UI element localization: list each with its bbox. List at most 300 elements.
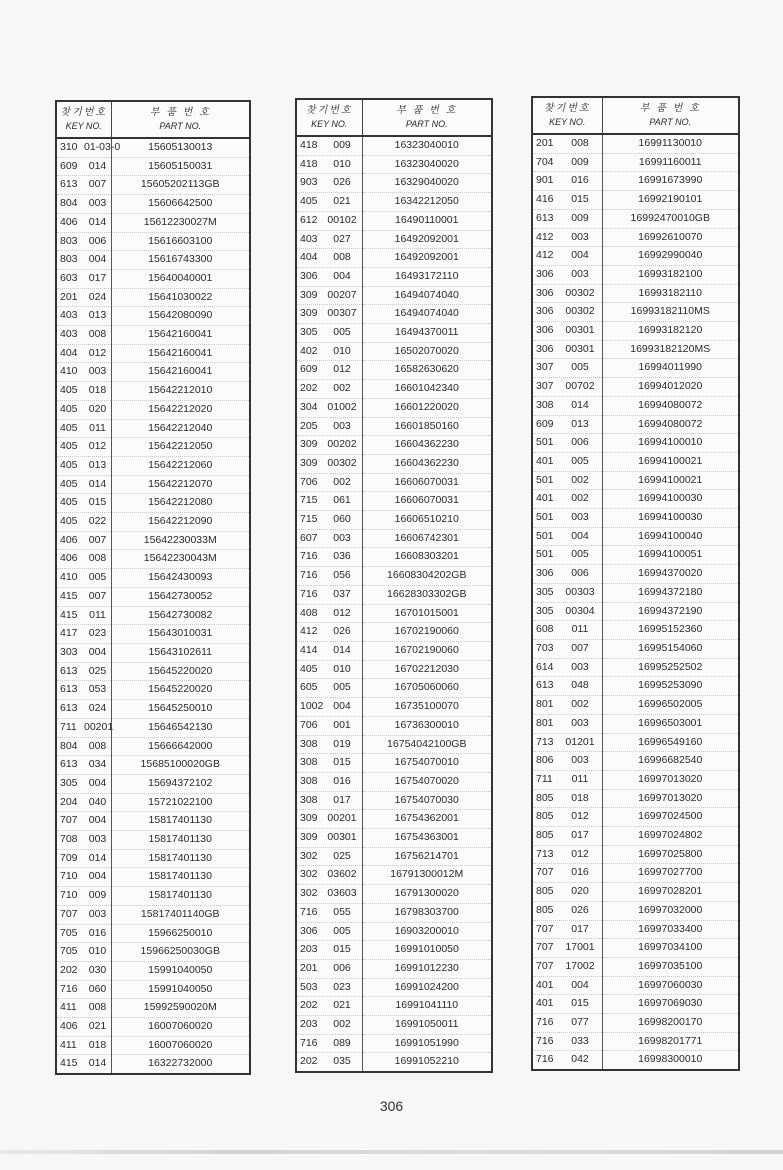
key-sub: 011 [571,772,589,785]
key-group: 613 [60,683,78,696]
table-row [532,247,739,266]
key-sub: 00201 [84,720,114,733]
key-group: 416 [536,193,554,206]
key-sub: 004 [333,700,351,713]
part-number: 16996682540 [602,752,739,771]
key-group: 713 [536,847,554,860]
key-sub: 005 [333,681,351,694]
key-sub: 010 [333,344,351,357]
table-row [532,509,739,528]
key-group: 804 [60,197,78,210]
key-group: 708 [60,833,78,846]
key-group: 707 [536,941,554,954]
key-no-cell [56,494,111,513]
key-no-cell [56,812,111,831]
table-row [56,961,250,980]
key-no-cell [56,793,111,812]
part-number: 16754070030 [362,791,492,810]
key-no-cell [296,249,362,268]
table-row [296,155,492,174]
part-number: 16992610070 [602,228,739,247]
key-group: 613 [536,679,554,692]
table-row [56,943,250,962]
key-sub: 089 [333,1036,351,1049]
key-sub: 005 [571,454,589,467]
key-no-cell [532,359,602,378]
part-number: 15817401130 [111,812,250,831]
key-no-cell [532,378,602,397]
key-no-cell [56,887,111,906]
key-no-cell [56,382,111,401]
key-group: 306 [300,269,318,282]
part-number: 16754070020 [362,772,492,791]
table-row [56,980,250,999]
key-sub: 00702 [565,380,595,393]
key-group: 202 [300,999,318,1012]
key-group: 801 [536,716,554,729]
part-number: 15642212070 [111,475,250,494]
key-no-cell [296,155,362,174]
key-group: 405 [60,458,78,471]
part-number: 15646542130 [111,718,250,737]
key-group: 613 [60,664,78,677]
table-row [56,643,250,662]
table-row [56,213,250,232]
key-no-cell [296,417,362,436]
part-number: 16608303201 [362,548,492,567]
part-number: 16997024802 [602,827,739,846]
table-row [56,700,250,719]
table-row [296,791,492,810]
key-sub: 023 [88,627,107,640]
key-sub: 00302 [327,456,357,469]
table-row [296,436,492,455]
part-number: 16991052210 [362,1053,492,1072]
part-number: 15605150031 [111,157,250,176]
key-group: 401 [536,454,554,467]
key-no-cell [532,527,602,546]
key-no-cell [56,1055,111,1074]
part-number: 16997025800 [602,845,739,864]
key-no-cell [296,978,362,997]
part-number: 15645250010 [111,700,250,719]
key-no-cell [532,415,602,434]
part-number: 15642160041 [111,363,250,382]
table-row [56,438,250,457]
part-number: 15642430093 [111,569,250,588]
table-row [532,808,739,827]
key-sub: 014 [88,215,107,228]
key-group: 612 [300,213,318,226]
key-sub: 001 [333,718,351,731]
table-row [56,363,250,382]
key-no-cell [532,827,602,846]
table-row [296,380,492,399]
key-no-cell [56,176,111,195]
key-group: 303 [60,645,78,658]
key-group: 306 [536,567,554,580]
key-group: 308 [536,398,554,411]
key-no-cell [532,920,602,939]
key-no-cell [532,1014,602,1033]
key-sub: 01201 [565,735,595,748]
key-sub: 012 [333,363,351,376]
key-no-cell [56,606,111,625]
key-group: 501 [536,548,554,561]
table-row [56,494,250,513]
table-row [296,679,492,698]
key-no-cell [532,340,602,359]
key-sub: 020 [88,402,107,415]
table-row [56,531,250,550]
part-number: 15645220020 [111,662,250,681]
key-group: 405 [60,496,78,509]
key-no-cell [296,772,362,791]
key-sub: 00301 [565,342,595,355]
part-number: 16492092001 [362,249,492,268]
part-number: 15642212010 [111,382,250,401]
part-number: 16494074040 [362,305,492,324]
part-number: 16601850160 [362,417,492,436]
key-sub: 003 [571,230,589,243]
part-number: 16606742301 [362,529,492,548]
key-sub: 003 [571,660,589,673]
part-number: 16007060020 [111,1036,250,1055]
key-group: 402 [300,344,318,357]
key-sub: 033 [571,1034,589,1047]
key-sub: 060 [88,982,107,995]
key-sub: 042 [571,1053,589,1066]
key-no-cell [296,398,362,417]
key-group: 201 [60,290,78,303]
key-sub: 009 [333,139,351,151]
key-group: 305 [60,776,78,789]
part-number: 16601220020 [362,398,492,417]
part-number: 16322732000 [111,1055,250,1074]
table-row [296,735,492,754]
key-no-cell [532,1051,602,1070]
key-sub: 014 [88,1057,107,1070]
key-no-cell [56,531,111,550]
part-number: 16994100030 [602,490,739,509]
part-number: 16991673990 [602,172,739,191]
key-group: 805 [536,829,554,842]
table-row [56,774,250,793]
key-no-cell [532,901,602,920]
key-sub: 017 [333,793,351,806]
key-group: 306 [536,286,554,299]
table-row [296,716,492,735]
key-no-cell [296,511,362,530]
table-row [532,359,739,378]
key-group: 412 [536,230,554,243]
page-number: 306 [379,1098,404,1114]
key-sub: 016 [333,774,351,787]
key-no-cell [56,999,111,1018]
key-sub: 010 [333,662,351,675]
table-row [56,662,250,681]
key-no-cell [56,456,111,475]
key-group: 607 [300,531,318,544]
key-group: 202 [60,963,78,976]
key-no-cell [532,714,602,733]
part-number: 15612230027M [111,213,250,232]
key-no-cell [56,400,111,419]
key-group: 715 [300,513,318,526]
table-row [532,322,739,341]
key-no-cell [56,737,111,756]
key-sub: 003 [88,907,107,920]
part-number: 16754362001 [362,810,492,829]
table-row [56,924,250,943]
part-number: 16994080072 [602,415,739,434]
part-number: 16606070031 [362,473,492,492]
key-group: 716 [300,1036,318,1049]
table-row [532,677,739,696]
key-group: 715 [300,494,318,507]
part-number: 16991012230 [362,959,492,978]
table-row [532,583,739,602]
key-sub: 010 [333,157,351,170]
key-group: 801 [536,698,554,711]
part-number: 16998300010 [602,1051,739,1070]
part-number: 15817401130 [111,849,250,868]
table-row [532,228,739,247]
key-sub: 005 [571,548,589,561]
key-group: 803 [60,253,78,266]
key-sub: 014 [88,851,107,864]
key-group: 418 [300,139,318,151]
table-row [296,511,492,530]
table-row [296,473,492,492]
key-sub: 007 [571,641,589,654]
key-sub: 003 [333,419,351,432]
table-row [296,1016,492,1035]
part-number: 16993182110 [602,284,739,303]
key-sub: 03602 [327,868,357,881]
key-no-cell [296,267,362,286]
key-no-cell [296,698,362,717]
key-no-header [296,99,362,136]
table-row [532,845,739,864]
table-row [56,456,250,475]
key-group: 614 [536,660,554,673]
table-row [532,957,739,976]
part-number: 16606510210 [362,511,492,530]
key-group: 716 [300,569,318,582]
key-group: 307 [536,380,554,393]
table-row [56,606,250,625]
key-no-header-en: KEY NO. [549,117,586,127]
key-no-cell [532,209,602,228]
table-row [296,230,492,249]
key-sub: 026 [333,176,351,189]
key-no-cell [56,157,111,176]
key-no-cell [296,324,362,343]
key-group: 711 [536,772,553,785]
key-group: 305 [536,585,554,598]
table-row [296,305,492,324]
table-row [296,211,492,230]
part-number: 16991130010 [602,134,739,153]
table-row [532,396,739,415]
table-row [296,1034,492,1053]
key-no-cell [296,791,362,810]
table-row [532,920,739,939]
table-row [296,698,492,717]
key-group: 603 [60,271,78,284]
key-no-cell [532,565,602,584]
key-no-cell [296,1053,362,1072]
part-number: 15966250010 [111,924,250,943]
table-row [56,382,250,401]
key-sub: 011 [89,421,106,434]
key-no-cell [532,845,602,864]
table-row [296,361,492,380]
part-number: 16998201771 [602,1032,739,1051]
part-number: 15605130013 [111,138,250,157]
key-group: 305 [300,326,318,339]
key-group: 309 [300,307,318,320]
table-row [296,249,492,268]
key-sub: 00202 [327,438,357,451]
part-number: 16608304202GB [362,567,492,586]
key-no-cell [56,831,111,850]
key-sub: 015 [571,997,589,1010]
key-group: 306 [536,324,554,337]
key-no-cell [296,567,362,586]
part-number: 16994100051 [602,546,739,565]
key-sub: 010 [88,945,107,958]
key-sub: 012 [571,810,589,823]
key-no-cell [56,1018,111,1037]
part-number: 16997013020 [602,770,739,789]
key-sub: 023 [333,980,351,993]
key-sub: 002 [333,382,351,395]
key-no-cell [296,829,362,848]
part-number: 16997024500 [602,808,739,827]
key-group: 703 [536,641,554,654]
part-number: 16992990040 [602,247,739,266]
table-row [532,995,739,1014]
table-row [296,136,492,155]
key-no-cell [296,623,362,642]
key-no-cell [56,868,111,887]
key-no-cell [532,939,602,958]
key-no-cell [296,380,362,399]
key-no-cell [56,269,111,288]
table-row [296,903,492,922]
key-sub: 011 [571,623,589,636]
part-number: 15643010031 [111,625,250,644]
key-no-cell [296,492,362,511]
key-no-cell [296,585,362,604]
table-row [56,569,250,588]
key-sub: 003 [571,267,589,280]
table-row [296,454,492,473]
key-sub: 005 [333,326,351,339]
key-no-cell [56,438,111,457]
part-number: 15817401130 [111,887,250,906]
key-group: 302 [300,849,318,862]
key-no-cell [532,733,602,752]
part-number: 15642212050 [111,438,250,457]
table-row [532,976,739,995]
part-number: 16991010050 [362,941,492,960]
table-row [56,681,250,700]
key-group: 305 [536,604,554,617]
table-row [532,639,739,658]
key-no-cell [56,326,111,345]
key-sub: 012 [571,847,589,860]
key-sub: 030 [88,963,107,976]
key-no-cell [296,286,362,305]
key-group: 401 [536,492,554,505]
key-no-cell [532,134,602,153]
key-group: 203 [300,1018,318,1031]
key-sub: 015 [88,496,107,509]
table-row [532,209,739,228]
key-group: 609 [60,159,78,172]
table-row [296,174,492,193]
key-sub: 002 [571,473,589,486]
table-row [56,251,250,270]
part-number: 16995253090 [602,677,739,696]
key-sub: 00303 [565,585,595,598]
table-row [532,733,739,752]
part-number: 16994100030 [602,509,739,528]
key-group: 310 [60,141,78,153]
key-sub: 008 [88,328,107,341]
table-row [56,793,250,812]
part-number: 16604362230 [362,454,492,473]
key-sub: 037 [333,587,351,600]
key-sub: 17001 [565,941,595,954]
part-no-header-en: PART NO. [405,119,448,129]
key-group: 710 [60,870,78,883]
table-row [296,548,492,567]
key-group: 418 [300,157,318,170]
key-sub: 008 [571,137,589,149]
key-sub: 003 [571,716,589,729]
key-no-header-en: KEY NO. [65,121,102,131]
part-number: 15817401130 [111,831,250,850]
table-row [532,789,739,808]
key-group: 302 [300,868,318,881]
table-row [296,922,492,941]
part-number: 16993182100 [602,265,739,284]
key-group: 406 [60,552,78,565]
key-no-cell [296,810,362,829]
key-sub: 003 [88,365,107,378]
table-row [296,1053,492,1072]
key-no-cell [56,419,111,438]
key-group: 707 [60,814,78,827]
key-sub: 015 [333,756,351,769]
part-number: 16995152360 [602,621,739,640]
part-number: 16702212030 [362,660,492,679]
key-group: 405 [60,515,78,528]
key-group: 203 [300,943,318,956]
part-number: 16494074040 [362,286,492,305]
key-no-cell [296,211,362,230]
part-number: 16791300020 [362,885,492,904]
table-row [296,398,492,417]
key-no-cell [296,903,362,922]
key-group: 716 [300,905,318,918]
key-no-cell [532,509,602,528]
key-sub: 018 [571,791,589,804]
